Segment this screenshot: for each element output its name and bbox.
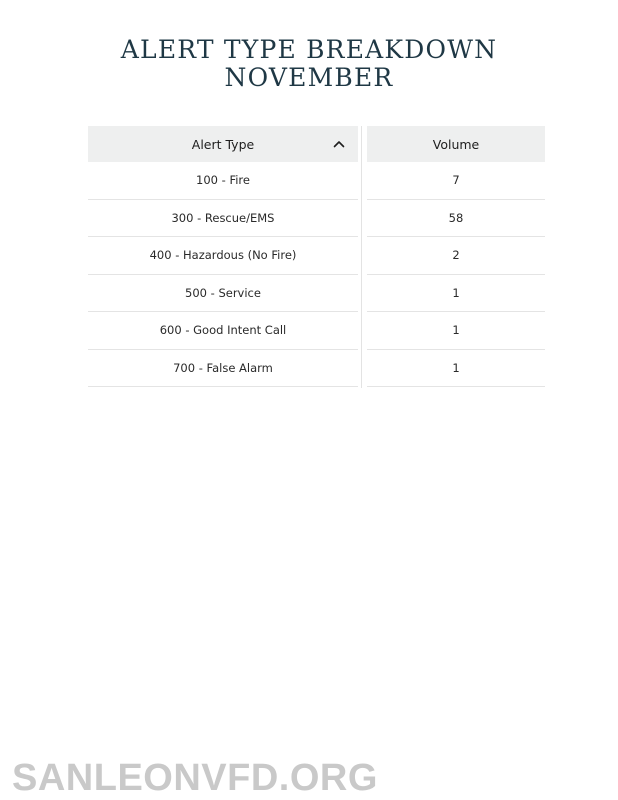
- table-cell-volume: 1: [367, 312, 545, 350]
- alert-type-header[interactable]: [88, 126, 358, 162]
- alert-type-table: [88, 126, 545, 388]
- table-cell-volume: 58: [367, 200, 545, 238]
- table-cell-alert-type: 100 - Fire: [88, 162, 358, 200]
- footer-site-watermark: SANLEONVFD.ORG: [12, 757, 378, 799]
- volume-column: [367, 126, 545, 387]
- page-title-line1: ALERT TYPE BREAKDOWN: [120, 35, 498, 64]
- table-cell-volume: 1: [367, 350, 545, 388]
- column-divider: [361, 126, 362, 388]
- table-cell-alert-type: 400 - Hazardous (No Fire): [88, 237, 358, 275]
- table-cell-volume: 2: [367, 237, 545, 275]
- table-cell-volume: 7: [367, 162, 545, 200]
- chevron-up-icon[interactable]: [332, 137, 346, 151]
- table-cell-alert-type: 300 - Rescue/EMS: [88, 200, 358, 238]
- page-title: [0, 36, 618, 92]
- alert-type-header-label: Alert Type: [191, 136, 255, 152]
- volume-header-label: Volume: [432, 136, 480, 152]
- volume-header[interactable]: [367, 126, 545, 162]
- table-cell-alert-type: 700 - False Alarm: [88, 350, 358, 388]
- table-cell-alert-type: 500 - Service: [88, 275, 358, 313]
- table-cell-alert-type: 600 - Good Intent Call: [88, 312, 358, 350]
- table-cell-volume: 1: [367, 275, 545, 313]
- alert-type-column: [88, 126, 358, 387]
- page-title-line2: NOVEMBER: [224, 63, 394, 92]
